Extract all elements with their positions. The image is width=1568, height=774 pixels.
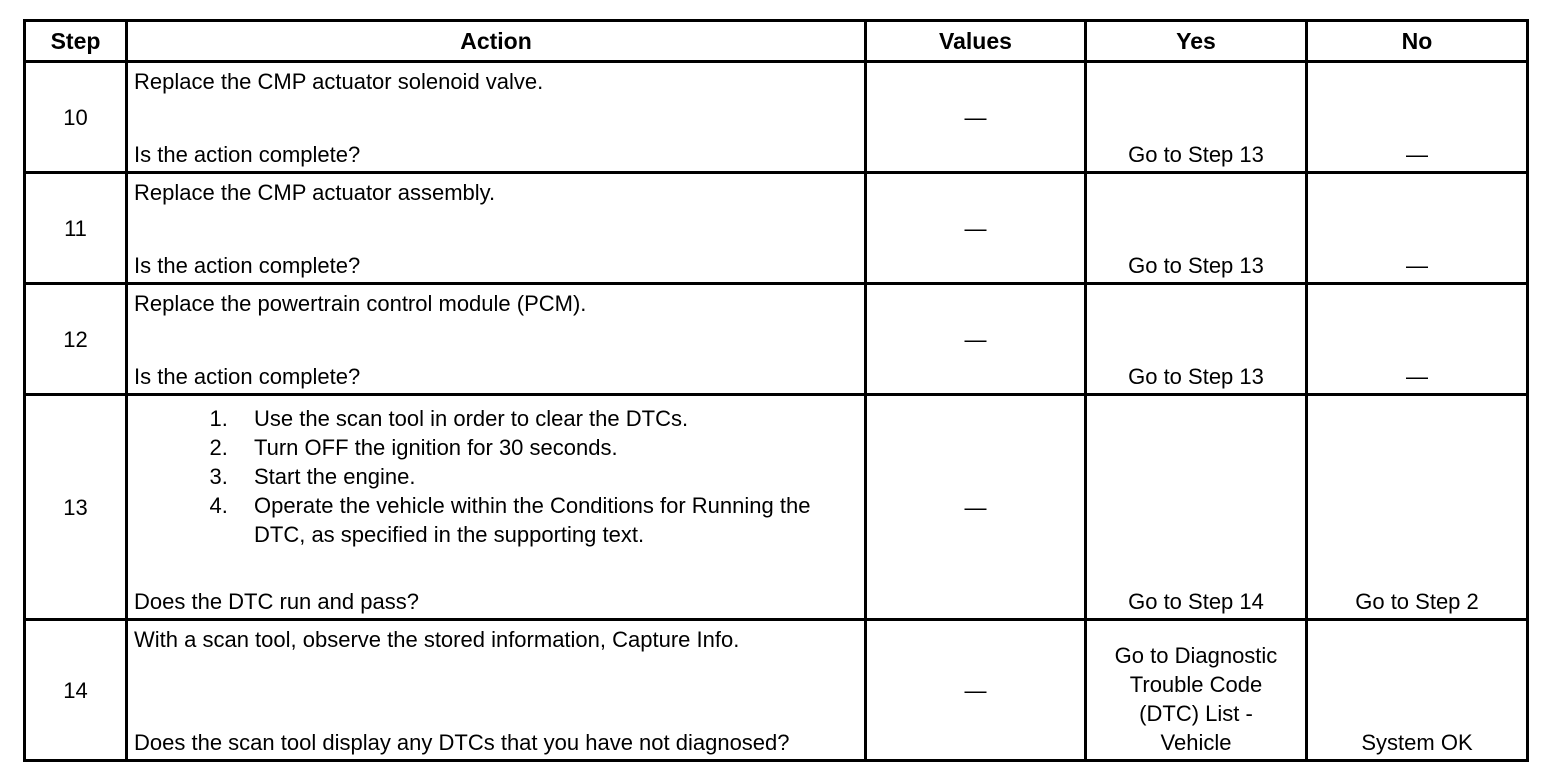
table-row <box>25 62 1528 173</box>
list-item: 1. Use the scan tool in order to clear the DTCs. <box>234 404 858 433</box>
step-number: 11 <box>25 173 127 284</box>
action-cell <box>127 62 866 173</box>
header-values: Values <box>866 21 1086 62</box>
table-row <box>25 395 1528 620</box>
yes-link[interactable]: Go to Step 14 <box>1128 589 1264 614</box>
yes-cell <box>1086 173 1307 284</box>
action-text: Replace the CMP actuator solenoid valve. <box>134 69 544 94</box>
yes-cell <box>1086 62 1307 173</box>
yes-link[interactable]: Go to Step 13 <box>1128 364 1264 389</box>
values-cell: — <box>866 620 1086 761</box>
table-row <box>25 173 1528 284</box>
action-text: Replace the powertrain control module (PCM). <box>134 291 587 316</box>
no-cell <box>1307 620 1528 761</box>
step-number: 10 <box>25 62 127 173</box>
yes-cell <box>1086 620 1307 761</box>
yes-cell <box>1086 395 1307 620</box>
list-item: 3. Start the engine. <box>234 462 858 491</box>
no-text: — <box>1406 142 1428 167</box>
list-item: 2. Turn OFF the ignition for 30 seconds. <box>234 433 858 462</box>
procedure-list <box>134 404 858 549</box>
no-cell <box>1307 284 1528 395</box>
values-cell: — <box>866 62 1086 173</box>
table-row <box>25 284 1528 395</box>
no-cell <box>1307 395 1528 620</box>
header-row <box>25 21 1528 62</box>
values-cell: — <box>866 284 1086 395</box>
yes-link[interactable]: Go to Step 13 <box>1128 142 1264 167</box>
action-cell <box>127 395 866 620</box>
header-no: No <box>1307 21 1528 62</box>
action-question: Is the action complete? <box>134 364 361 389</box>
action-cell <box>127 284 866 395</box>
yes-cell <box>1086 284 1307 395</box>
no-text: — <box>1406 253 1428 278</box>
header-yes: Yes <box>1086 21 1307 62</box>
no-cell <box>1307 173 1528 284</box>
action-cell <box>127 173 866 284</box>
action-text: Replace the CMP actuator assembly. <box>134 180 496 205</box>
yes-link[interactable]: Go to Diagnostic Trouble Code (DTC) List - Vehicle <box>1114 643 1278 755</box>
step-number: 14 <box>25 620 127 761</box>
no-link[interactable]: Go to Step 2 <box>1355 589 1479 614</box>
header-action: Action <box>127 21 866 62</box>
no-cell <box>1307 62 1528 173</box>
values-cell: — <box>866 173 1086 284</box>
action-text: With a scan tool, observe the stored information, Capture Info. <box>134 627 740 652</box>
action-question: Is the action complete? <box>134 142 361 167</box>
list-item: 4. Operate the vehicle within the Conditions for Running the DTC, as specified in the supporting text. <box>234 491 858 549</box>
no-text: — <box>1406 364 1428 389</box>
values-cell: — <box>866 395 1086 620</box>
step-number: 13 <box>25 395 127 620</box>
step-number: 12 <box>25 284 127 395</box>
no-text: System OK <box>1361 730 1473 755</box>
header-step: Step <box>25 21 127 62</box>
action-question: Is the action complete? <box>134 253 361 278</box>
yes-link[interactable]: Go to Step 13 <box>1128 253 1264 278</box>
action-question: Does the scan tool display any DTCs that you have not diagnosed? <box>134 730 790 755</box>
table-row <box>25 620 1528 761</box>
diagnostic-table <box>23 19 1529 762</box>
action-question: Does the DTC run and pass? <box>134 589 419 614</box>
action-cell <box>127 620 866 761</box>
